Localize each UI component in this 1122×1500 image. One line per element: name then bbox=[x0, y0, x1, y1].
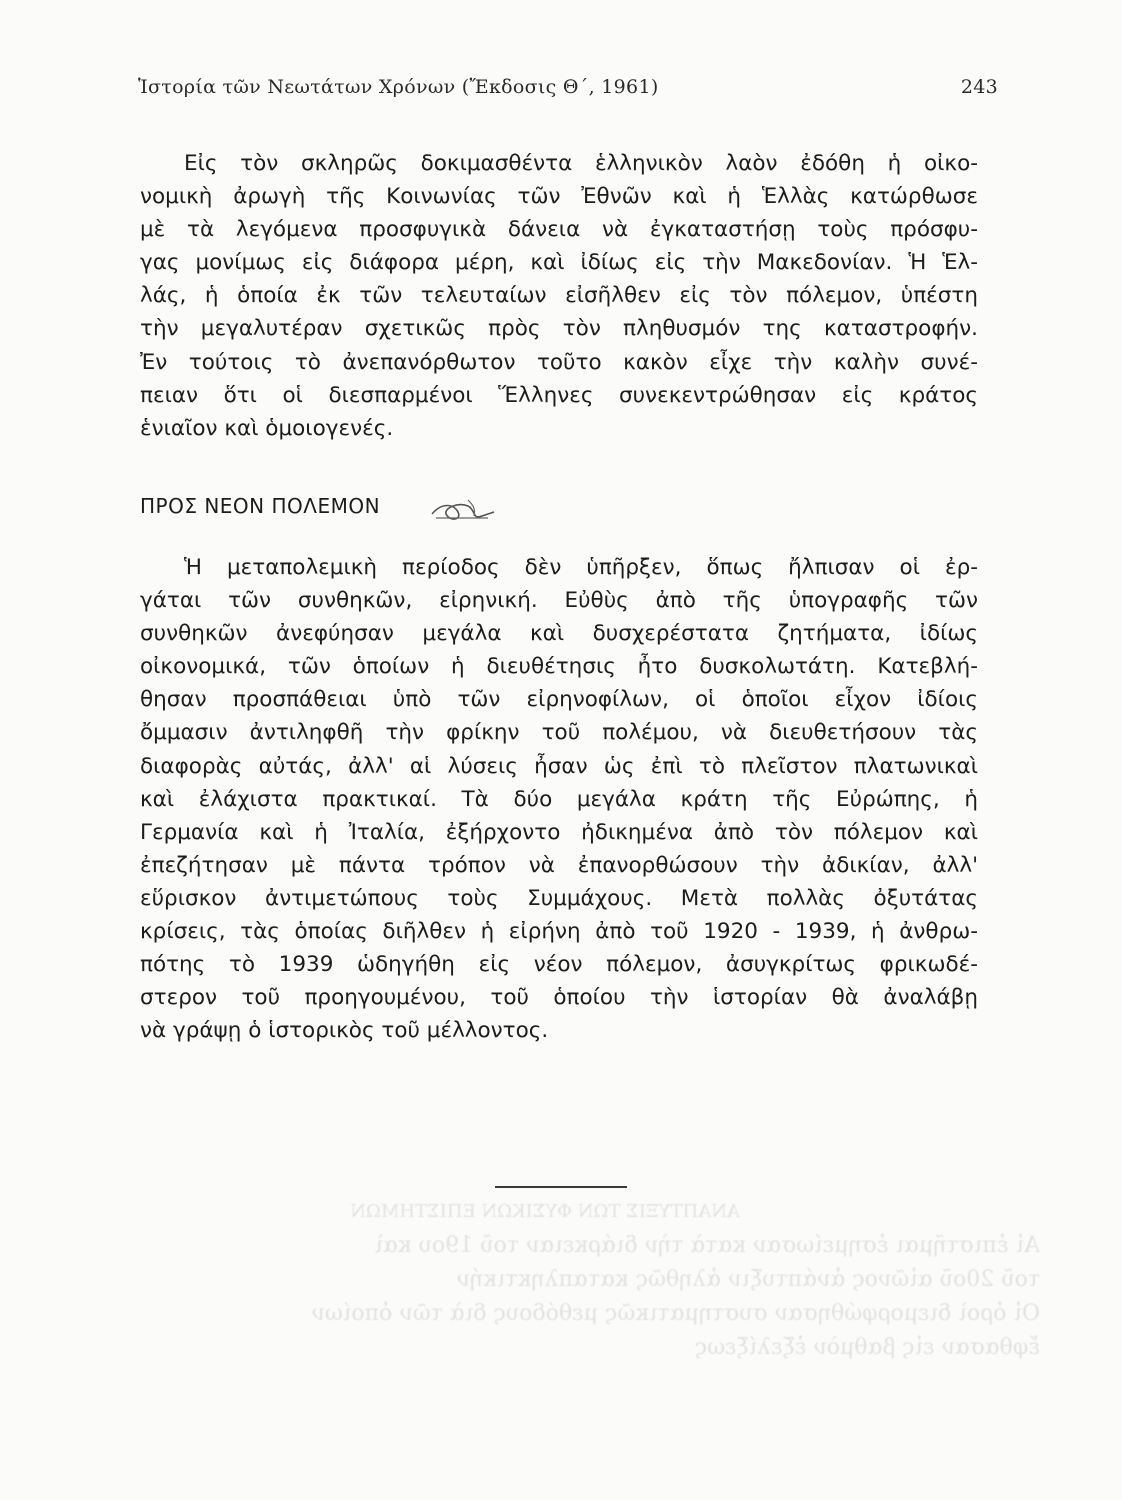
text-line: μὲ τὰ λεγόμενα προσφυγικὰ δάνεια νὰ ἐγκαταστήσῃ τοὺς πρόσφυ- bbox=[140, 217, 978, 243]
bleed-through-line: ΑΝΑΠΤΥΞΙΣ ΤΩΝ ΦΥΣΙΚΩΝ ΕΠΙΣΤΗΜΩΝ bbox=[350, 1201, 740, 1222]
text-line: νομικὴ ἀρωγὴ τῆς Κοινωνίας τῶν Ἐθνῶν καὶ ἡ Ἑλλὰς κατώρθωσε bbox=[140, 184, 978, 210]
bleed-through-line: ἔφθασαν εἰς βαθμὸν ἐξελίξεως bbox=[694, 1335, 1040, 1360]
text-line: γας μονίμως εἰς διάφορα μέρη, καὶ ἰδίως εἰς τὴν Μακεδονίαν. Ἡ Ἑλ- bbox=[140, 250, 978, 276]
text-line: στερον τοῦ προηγουμένου, τοῦ ὁποίου τὴν ἱστορίαν θὰ ἀναλάβῃ bbox=[140, 985, 978, 1011]
page-number: 243 bbox=[960, 76, 998, 98]
text-line: ἐπεζήτησαν μὲ πάντα τρόπον νὰ ἐπανορθώσουν τὴν ἀδικίαν, ἀλλ' bbox=[140, 852, 978, 878]
text-line: Εἰς τὸν σκληρῶς δοκιμασθέντα ἑλληνικὸν λαὸν ἐδόθη ἡ οἰκο- bbox=[184, 151, 978, 176]
section-heading: ΠΡΟΣ ΝΕΟΝ ΠΟΛΕΜΟΝ bbox=[140, 494, 381, 518]
text-line: θησαν προσπάθειαι ὑπὸ τῶν εἰρηνοφίλων, οἱ ὁποῖοι εἶχον ἰδίοις bbox=[140, 687, 978, 713]
bleed-through-line: τοῦ 20οῦ αἰῶνος ἀνάπτυξιν ἀληθῶς καταπληκτικήν bbox=[456, 1267, 1040, 1292]
text-line: λάς, ἡ ὁποία ἐκ τῶν τελευταίων εἰσῆλθεν εἰς τὸν πόλεμον, ὑπέστη bbox=[140, 283, 978, 309]
text-line: ἑνιαῖον καὶ ὁμοιογενές. bbox=[140, 415, 394, 441]
text-line: διαφορὰς αὐτάς, ἀλλ' αἱ λύσεις ἦσαν ὡς ἐπὶ τὸ πλεῖστον πλατωνικαὶ bbox=[140, 753, 978, 779]
text-line: Ἐν τούτοις τὸ ἀνεπανόρθωτον τοῦτο κακὸν εἶχε τὴν καλὴν συνέ- bbox=[140, 349, 978, 375]
text-line: γάται τῶν συνθηκῶν, εἰρηνική. Εὐθὺς ἀπὸ τῆς ὑπογραφῆς τῶν bbox=[140, 588, 978, 614]
section-divider bbox=[495, 1186, 627, 1188]
text-line: πότης τὸ 1939 ὡδηγήθη εἰς νέον πόλεμον, ἀσυγκρίτως φρικωδέ- bbox=[140, 952, 978, 978]
header-title: Ἱστορία τῶν Νεωτάτων Χρόνων (Ἔκδοσις Θ΄, 1961) bbox=[138, 76, 659, 98]
text-line: κρίσεις, τὰς ὁποίας διῆλθεν ἡ εἰρήνη ἀπὸ τοῦ 1920 - 1939, ἡ ἀνθρω- bbox=[140, 919, 978, 945]
text-line: εὕρισκον ἀντιμετώπους τοὺς Συμμάχους. Μετὰ πολλὰς ὀξυτάτας bbox=[140, 885, 978, 911]
text-line: Γερμανία καὶ ἡ Ἰταλία, ἐξήρχοντο ἠδικημένα ἀπὸ τὸν πόλεμον καὶ bbox=[140, 819, 978, 845]
paragraph-2 bbox=[140, 551, 978, 1047]
text-line: πειαν ὅτι οἱ διεσπαρμένοι Ἕλληνες συνεκεντρώθησαν εἰς κράτος bbox=[140, 382, 978, 408]
text-line: ὄμμασιν ἀντιληφθῆ τὴν φρίκην τοῦ πολέμου, νὰ διευθετήσουν τὰς bbox=[140, 720, 978, 746]
text-line: καὶ ἐλάχιστα πρακτικαί. Τὰ δύο μεγάλα κράτη τῆς Εὐρώπης, ἡ bbox=[140, 786, 978, 812]
paragraph-1 bbox=[140, 147, 978, 445]
text-line: οἰκονομικά, τῶν ὁποίων ἡ διευθέτησις ἦτο δυσκολωτάτη. Κατεβλή- bbox=[140, 654, 978, 680]
bleed-through-line: Αἱ ἐπιστῆμαι ἐσημείωσαν κατὰ τὴν διάρκειαν τοῦ 19ου καὶ bbox=[374, 1233, 1040, 1258]
bleed-through-line: Οἱ ὁροὶ διεμορφώθησαν συστηματικῶς μεθόδους διὰ τῶν ὁποίων bbox=[311, 1301, 1040, 1326]
text-line: τὴν μεγαλυτέραν σχετικῶς πρὸς τὸν πληθυσμόν της καταστροφήν. bbox=[140, 316, 978, 342]
running-header bbox=[138, 76, 998, 104]
bleed-through-text bbox=[240, 1195, 1040, 1365]
text-line: Ἡ μεταπολεμικὴ περίοδος δὲν ὑπῆρξεν, ὅπως ἤλπισαν οἱ ἐρ- bbox=[184, 555, 978, 580]
text-line: συνθηκῶν ἀνεφύησαν μεγάλα καὶ δυσχερέστατα ζητήματα, ἰδίως bbox=[140, 621, 978, 647]
text-line: νὰ γράψῃ ὁ ἱστορικὸς τοῦ μέλλοντος. bbox=[140, 1018, 549, 1044]
pen-mark-icon bbox=[428, 494, 498, 528]
